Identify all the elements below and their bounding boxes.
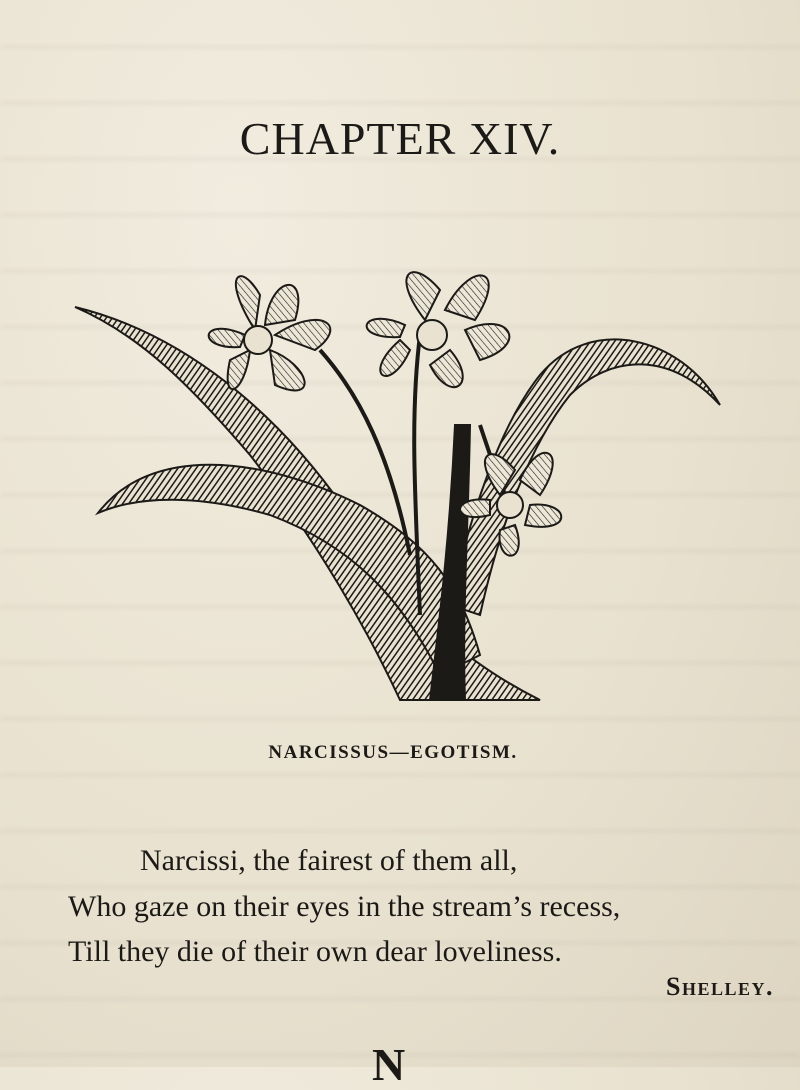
flower-left: [209, 276, 331, 390]
poem-attribution: Shelley.: [666, 972, 774, 1001]
flower-center: [367, 272, 510, 387]
chapter-title: CHAPTER XIV.: [239, 113, 561, 164]
next-paragraph-initial: N: [372, 1039, 406, 1090]
poem-line: Till they die of their own dear loveliness.: [68, 935, 562, 968]
poem-line: Who gaze on their eyes in the stream’s recess,: [68, 890, 621, 923]
narcissus-illustration: [70, 255, 730, 710]
illustration-caption: NARCISSUS—EGOTISM.: [268, 742, 518, 763]
poem-line: Narcissi, the fairest of them all,: [140, 844, 518, 877]
